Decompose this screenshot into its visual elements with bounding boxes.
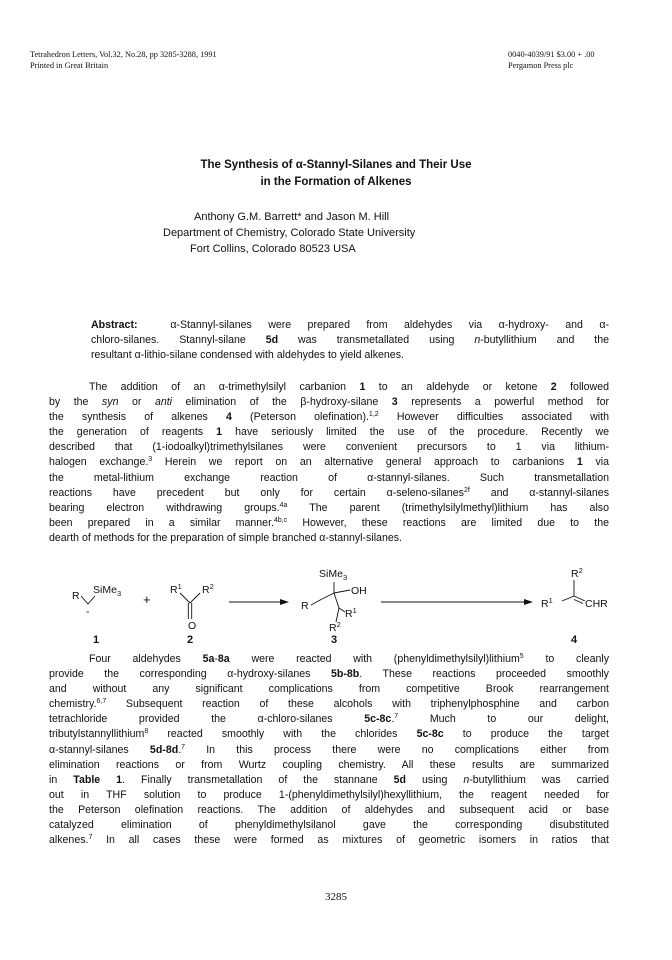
text-run: Much to our delight, [398, 713, 609, 726]
p2-line-13 [49, 833, 609, 848]
reaction-arrowhead-1 [280, 599, 289, 605]
paragraph-1 [49, 380, 609, 546]
text-run: In this process there were no complications either from [185, 743, 609, 756]
journal-citation: Tetrahedron Letters, Vol.32, No.28, pp 3285-3288, 1991 [30, 50, 217, 59]
c3-bond-c2 [334, 593, 339, 608]
p1-line-10 [49, 516, 609, 531]
text-run: been prepared in a similar manner. [49, 516, 274, 529]
text-run: The addition of an α-trimethylsilyl carbanion [89, 381, 360, 393]
text-run: 5d-8d [149, 743, 179, 756]
text-run: 5d [265, 334, 279, 347]
c4-bond-double-b [574, 600, 583, 604]
author-block [163, 209, 415, 257]
text-run: provide the corresponding α-hydroxy-silanes [49, 668, 331, 681]
text-run: by the [49, 396, 102, 409]
text-run: halogen exchange. [49, 456, 149, 469]
journal-header-right [508, 50, 595, 71]
text-run: in [49, 773, 74, 786]
text-run: R [345, 608, 353, 620]
title-line-2: in the Formation of Alkenes [260, 176, 412, 188]
compound-number-3: 3 [331, 634, 338, 643]
p1-line-4 [49, 425, 609, 440]
text-run: 1 [177, 582, 182, 591]
text-run: to cleanly [523, 653, 609, 665]
p2-line-8: elimination reactions or from Wurtz coupling chemistry. All these results are summarized [49, 758, 609, 771]
text-run: R [541, 598, 549, 610]
text-run: α-Stannyl-silanes were prepared from aldehydes via α-hydroxy- and α- [170, 319, 609, 331]
text-run: (Peterson olefination). [231, 411, 369, 424]
text-run: 7 [181, 743, 186, 751]
text-run: chemistry. [49, 698, 97, 711]
p1-line-6 [49, 455, 609, 470]
c4-chr-label: CHR [585, 598, 608, 610]
text-run: 2 [578, 566, 583, 575]
text-run: 6,7 [96, 698, 107, 706]
text-run: . [178, 743, 182, 756]
text-run: Herein we report on an alternative general approach to carbanions [152, 456, 577, 469]
text-run: -butyllithium and the [480, 334, 609, 347]
text-run: tetrachloride provided the α-chloro-silanes [49, 713, 365, 726]
p1-line-7: the metal-lithium exchange reaction of α-stannyl-silanes. Such transmetallation [49, 471, 609, 484]
text-run: reacted smoothly with the chlorides [148, 728, 417, 741]
issn-price: 0040-4039/91 $3.00 + .00 [508, 50, 595, 59]
text-run: 2 [336, 620, 341, 629]
p2-line-5 [49, 712, 609, 727]
p2-line-11: the Peterson olefination reactions. The addition of aldehydes and subsequent acid or base [49, 803, 609, 816]
text-run: In all cases these were formed as mixtures of geometric isomers in ratios that [92, 834, 609, 847]
text-run: using [406, 773, 464, 786]
text-run: SiMe [93, 584, 117, 596]
text-run: R [571, 568, 579, 580]
c4-bond-r1 [562, 596, 574, 601]
author-city: Fort Collins, Colorado 80523 USA [190, 243, 356, 255]
text-run: 8a [217, 653, 230, 665]
p2-line-10: out in THF solution to produce 1-(phenyldimethylsilyl)hexyllithium, the reagent needed for [49, 788, 609, 801]
abstract-label: Abstract: [91, 319, 138, 331]
abstract-line-1 [91, 318, 609, 333]
author-department: Department of Chemistry, Colorado State University [163, 227, 416, 239]
c3-bond-r [311, 599, 322, 605]
text-run: to an aldehyde or ketone [365, 381, 551, 393]
text-run: . Finally transmetallation of the stannane [122, 773, 394, 786]
text-run: 2f [463, 486, 470, 494]
text-run: 5d [393, 773, 406, 786]
c3-oh-label: OH [351, 585, 367, 597]
text-run: 2 [209, 582, 214, 591]
text-run: 4b,c [273, 516, 288, 524]
text-run: 5c-8c [416, 728, 444, 741]
text-run: to produce the target [443, 728, 609, 741]
text-run: . [391, 713, 395, 726]
text-run: syn [101, 396, 119, 409]
journal-header-left [30, 50, 217, 71]
c2-r2-label [202, 582, 214, 596]
text-run: 5 [519, 653, 524, 660]
p1-line-3 [49, 410, 609, 425]
text-run: or [118, 396, 155, 409]
text-run: However, these reactions are limited due to the [287, 516, 609, 529]
text-run: elimination of the β-hydroxy-silane [172, 396, 392, 409]
c3-r1-label [345, 606, 357, 620]
p2-line-6 [49, 727, 609, 742]
c1-carbanion-sign: - [86, 606, 90, 618]
text-run: The parent (trimethylsilylmethyl)lithium has also [287, 501, 609, 514]
text-run: -butyllithium was carried [469, 773, 610, 786]
text-run: 1,2 [368, 411, 379, 419]
text-run: the synthesis of alkenes [49, 411, 226, 424]
abstract [91, 318, 609, 363]
text-run: anti [154, 396, 173, 409]
c4-r2-label [571, 566, 583, 580]
text-run: Four aldehydes [89, 653, 203, 665]
page-number: 3285 [325, 891, 347, 903]
c3-sime3-label [319, 568, 347, 582]
c2-r1-label [170, 582, 182, 596]
text-run: R [329, 622, 337, 634]
text-run: via [582, 456, 609, 469]
text-run: R [202, 584, 210, 596]
text-run: alkenes. [49, 834, 89, 847]
text-run: 1 [359, 381, 366, 393]
p1-line-9 [49, 501, 609, 516]
reaction-arrowhead-2 [524, 599, 533, 605]
c3-r-label: R [301, 600, 309, 612]
text-run: n [463, 773, 470, 786]
text-run: 3 [148, 456, 153, 464]
reaction-scheme [49, 563, 629, 643]
text-run: chloro-silanes. Stannyl-silane [91, 334, 266, 347]
text-run: and α-stannyl-silanes [469, 486, 609, 499]
text-run: the generation of reagents [49, 426, 217, 439]
p2-line-9 [49, 773, 609, 788]
text-run: 7 [394, 713, 399, 721]
c4-r1-label [541, 596, 553, 610]
text-run: 4a [279, 501, 288, 509]
p2-line-7 [49, 743, 609, 758]
p1-line-5: described that (1-iodoalkyl)trimethylsilanes were convenient precursors to 1 via lithium- [49, 441, 609, 454]
text-run: 3 [116, 589, 122, 598]
title-line-1: The Synthesis of α-Stannyl-Silanes and Their Use [200, 159, 472, 171]
paragraph-2 [49, 652, 609, 848]
p2-line-12: catalyzed elimination of phenyldimethylsilanol gave the corresponding disubstituted [49, 819, 609, 832]
text-run: - [214, 653, 218, 665]
p2-line-1 [49, 652, 609, 667]
text-run: 3 [342, 573, 348, 582]
text-run: 1 [576, 456, 583, 469]
p1-line-11: dearth of methods for the preparation of simple branched α-stannyl-silanes. [49, 531, 402, 544]
p1-line-1 [49, 380, 609, 395]
c3-bond-oh [334, 590, 350, 593]
text-run: was transmetallated using [278, 334, 475, 347]
text-run: 1 [548, 596, 553, 605]
text-run: SiMe [319, 568, 343, 580]
abstract-line-3: resultant α-lithio-silane condensed with aldehydes to yield alkenes. [91, 349, 404, 362]
c2-bonds [180, 593, 200, 603]
c2-oxygen-label: O [188, 620, 197, 632]
text-run: 5a [202, 653, 215, 665]
text-run: 2 [550, 381, 557, 393]
author-names: Anthony G.M. Barrett* and Jason M. Hill [194, 211, 390, 223]
text-run: have seriously limited the use of the procedure. Recently we [222, 426, 609, 439]
publisher: Pergamon Press plc [508, 60, 574, 70]
text-run: 1 [352, 606, 357, 615]
text-run: 5b-8b [330, 668, 360, 681]
text-run: 4 [225, 411, 232, 424]
text-run: reactions have precedent but only for certain α-seleno-silanes [49, 486, 464, 499]
c3-r2-label [329, 620, 341, 634]
p1-line-8 [49, 486, 609, 501]
text-run: R [170, 584, 178, 596]
c1-bonds [81, 596, 95, 604]
text-run: 8 [144, 728, 149, 736]
article-title [0, 157, 672, 191]
text-run: Table 1 [73, 773, 123, 786]
text-run: 5c-8c [364, 713, 392, 726]
c1-r-label: R [72, 590, 80, 602]
text-run: 1 [216, 426, 223, 439]
text-run: 3 [391, 396, 398, 409]
p2-line-2 [49, 667, 609, 682]
text-run: . These reactions proceeded smoothly [359, 668, 609, 681]
printed-location: Printed in Great Britain [30, 60, 109, 70]
text-run: represents a powerful method for [397, 396, 609, 409]
text-run: α-stannyl-silanes [49, 743, 150, 756]
text-run: n [474, 334, 481, 347]
compound-number-4: 4 [571, 634, 578, 643]
abstract-line-2 [91, 333, 609, 348]
plus-sign: + [143, 592, 151, 607]
text-run: bearing electron withdrawing groups. [49, 501, 280, 514]
text-run: tributylstannyllithium [49, 728, 145, 741]
c1-sime3-label [93, 584, 121, 598]
compound-number-2: 2 [187, 634, 194, 643]
text-run: followed [556, 381, 609, 393]
p1-line-2 [49, 395, 609, 410]
p2-line-4 [49, 697, 609, 712]
text-run: were reacted with (phenyldimethylsilyl)lithium [229, 653, 520, 665]
p2-line-3: and without any significant complications from competitive Brook rearrangement [49, 683, 609, 696]
c3-bond-cc [322, 593, 334, 599]
text-run: However difficulties associated with [378, 411, 609, 424]
compound-number-1: 1 [93, 634, 100, 643]
text-run: Subsequent reaction of these alcohols with triphenylphosphine and carbon [106, 698, 609, 711]
text-run: 7 [88, 834, 93, 842]
